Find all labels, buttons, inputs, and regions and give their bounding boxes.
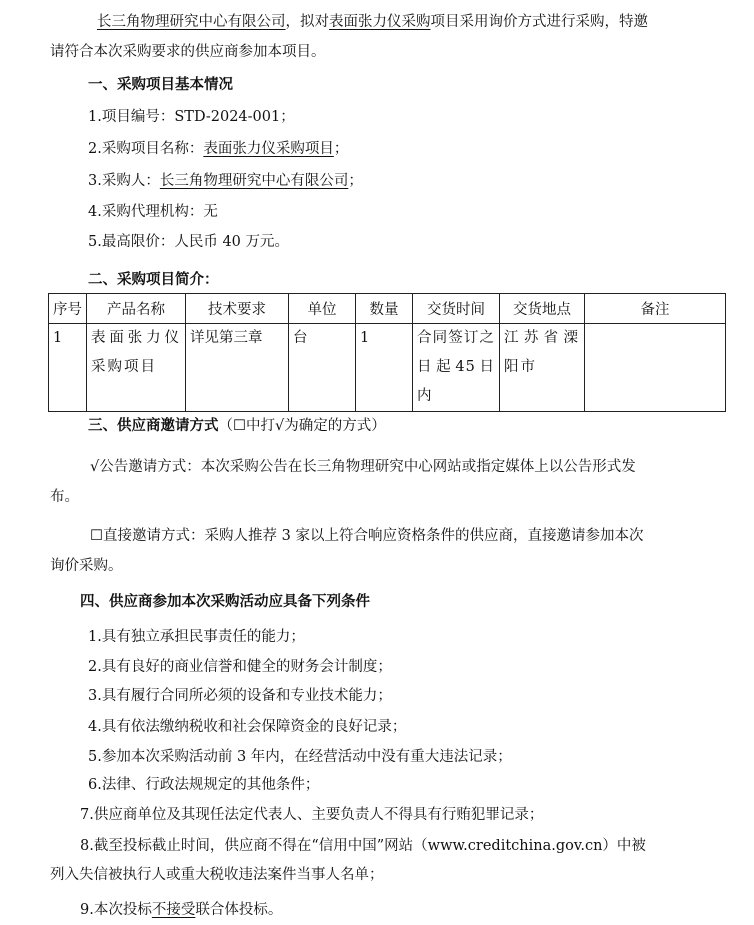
condition-item: 7.供应商单位及其现任法定代表人、主要负责人不得具有行贿犯罪记录； <box>80 807 544 823</box>
condition-item: 4.具有依法缴纳税收和社会保障资金的良好记录； <box>88 719 407 735</box>
table-header-row: 序号 产品名称 技术要求 单位 数量 交货时间 交货地点 备注 <box>49 294 726 324</box>
invitation-option-direct-cont: 询价采购。 <box>50 558 123 574</box>
section4-heading: 四、供应商参加本次采购活动应具备下列条件 <box>80 594 370 610</box>
basic-item: 2.采购项目名称：表面张力仪采购项目； <box>88 141 349 157</box>
intro-paragraph: 长三角物理研究中心有限公司，拟对表面张力仪采购项目采用询价方式进行采购，特邀 <box>97 14 648 30</box>
section2-heading: 二、采购项目简介： <box>88 272 219 288</box>
table-row: 1 表面张力仪采购项目 详见第三章 台 1 合同签订之日起45日内 江苏省溧阳市 <box>49 324 726 412</box>
basic-item: 3.采购人：长三角物理研究中心有限公司； <box>88 173 363 189</box>
condition-item: 5.参加本次采购活动前 3 年内，在经营活动中没有重大违法记录； <box>88 749 512 765</box>
invitation-option-direct: ☐直接邀请方式：采购人推荐 3 家以上符合响应资格条件的供应商，直接邀请参加本次 <box>90 528 644 544</box>
procurement-table <box>48 293 726 412</box>
basic-item: 1.项目编号：STD-2024-001； <box>88 109 295 125</box>
condition-item: 3.具有履行合同所必须的设备和专业技术能力； <box>88 688 392 704</box>
org-name: 长三角物理研究中心有限公司 <box>97 14 286 30</box>
condition-item: 2.具有良好的商业信誉和健全的财务会计制度； <box>88 659 392 675</box>
basic-item: 4.采购代理机构：无 <box>88 204 218 220</box>
section1-heading: 一、采购项目基本情况 <box>88 77 233 93</box>
invitation-option-public: √公告邀请方式：本次采购公告在长三角物理研究中心网站或指定媒体上以公告形式发 <box>90 459 636 475</box>
project-name: 表面张力仪采购 <box>329 14 431 30</box>
condition-item-cont: 列入失信被执行人或重大税收违法案件当事人名单； <box>50 867 384 883</box>
section3-heading: 三、供应商邀请方式（☐中打√为确定的方式） <box>88 418 386 434</box>
condition-item: 6.法律、行政法规规定的其他条件； <box>88 777 320 793</box>
condition-item: 8.截至投标截止时间，供应商不得在“信用中国”网站（www.creditchina.gov.cn）中被 <box>80 838 646 854</box>
intro-line2: 请符合本次采购要求的供应商参加本项目。 <box>50 44 326 60</box>
invitation-option-public-cont: 布。 <box>50 489 79 505</box>
condition-item: 9.本次投标不接受联合体投标。 <box>80 902 283 918</box>
condition-item: 1.具有独立承担民事责任的能力； <box>88 629 305 645</box>
basic-item: 5.最高限价：人民币 40 万元。 <box>88 234 290 250</box>
